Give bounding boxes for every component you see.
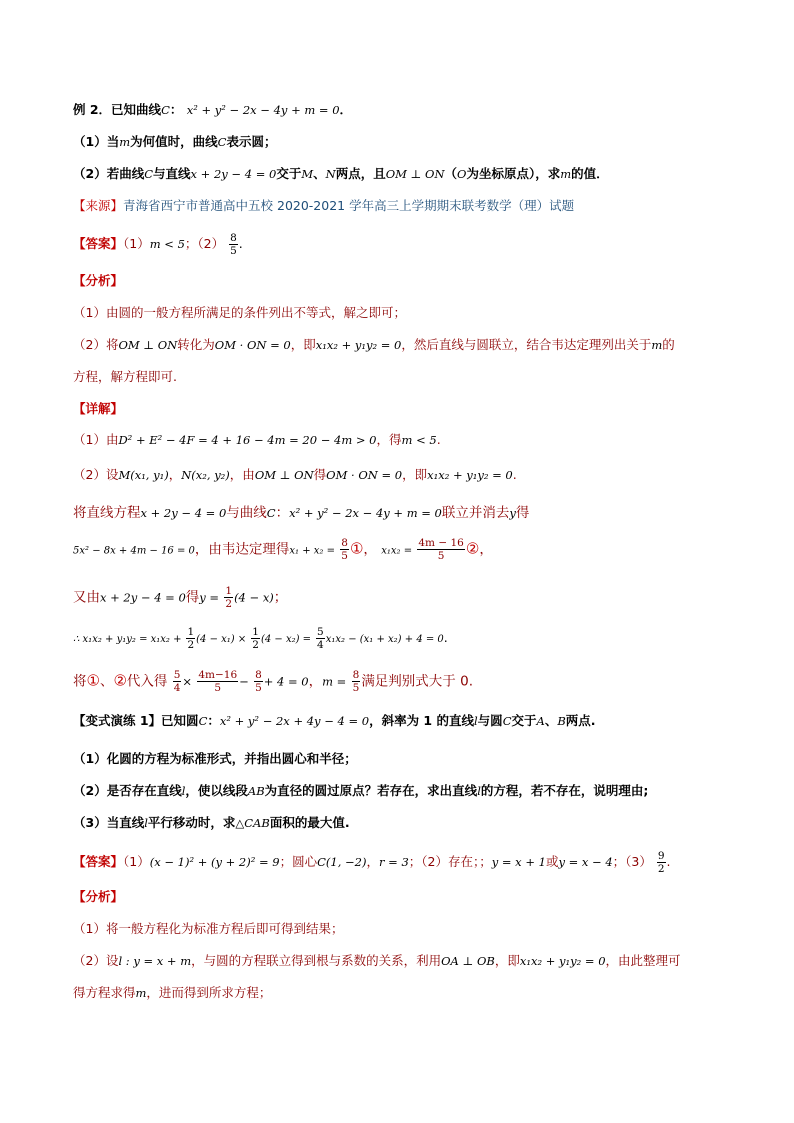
- variant-analysis-3: 得方程求得m，进而得到所求方程；: [73, 985, 272, 1000]
- source-line: 【来源】青海省西宁市普通高中五校 2020-2021 学年高三上学期期末联考数学（理）试题: [73, 198, 575, 213]
- analysis-3: 方程，解方程即可.: [73, 369, 177, 384]
- analysis-1: （1）由圆的一般方程所满足的条件列出不等式，解之即可；: [73, 305, 406, 320]
- detail-1: （1）由D² + E² − 4F = 4 + 16 − 4m = 20 − 4m > 0，得m < 5.: [73, 432, 441, 447]
- detail-label: 【详解】: [73, 401, 124, 416]
- product-fraction: $\frac{4m - 16}{5}$: [418, 537, 464, 562]
- answer-line: 【答案】（1）m < 5；（2） $\frac{8}{5}$ .: [73, 232, 243, 257]
- variant-analysis-1: （1）将一般方程化为标准方程后即可得到结果；: [73, 921, 344, 936]
- sum-fraction: $\frac{8}{5}$: [341, 537, 348, 562]
- detail-2: （2）设M(x₁, y₁)，N(x₂, y₂)，由OM ⊥ ON得OM · ON = 0，即x₁x₂ + y₁y₂ = 0.: [73, 467, 517, 482]
- question-2: （2）若曲线C与直线x + 2y − 4 = 0交于M、N两点，且OM ⊥ ON（O为坐标原点），求m的值．: [73, 166, 609, 181]
- variant-analysis-2: （2）设l : y = x + m，与圆的方程联立得到根与系数的关系，利用OA ⊥ OB，即x₁x₂ + y₁y₂ = 0，由此整理可: [73, 953, 681, 968]
- variant-q2: （2）是否存在直线l，使以线段AB为直径的圆过原点？若存在，求出直线l的方程，若不存在，说明理由;: [73, 783, 649, 798]
- detail-7: 将①、②代入得 $\frac{5}{4}$ × $\frac{4m-16}{5}$ − $\frac{8}{5}$ + 4 = 0，m = $\frac{8}{5}$ 满足判别式大于 0.: [73, 669, 473, 694]
- variant-q1: （1）化圆的方程为标准形式，并指出圆心和半径；: [73, 751, 357, 766]
- detail-5: 又由x + 2y − 4 = 0得y = $\frac{1}{2}$ (4 − x)；: [73, 585, 288, 610]
- half-fraction: $\frac{1}{2}$: [225, 585, 233, 610]
- detail-4: 5x² − 8x + 4m − 16 = 0，由韦达定理得x₁ + x₂ = $\frac{8}{5}$ ①， x₁x₂ = $\frac{4m - 16}{5}$ ②，: [73, 537, 493, 562]
- example-2-title: 例 2．已知曲线C： x² + y² − 2x − 4y + m = 0．: [73, 102, 353, 117]
- variant-answer: 【答案】（1）(x − 1)² + (y + 2)² = 9；圆心C(1, −2)，r = 3；（2）存在；；y = x + 1或y = x − 4；（3） $\frac{9}{2}$ .: [73, 850, 671, 875]
- variant-analysis-label: 【分析】: [73, 889, 124, 904]
- analysis-label: 【分析】: [73, 273, 124, 288]
- variant-title: 【变式演练 1】已知圆C：x² + y² − 2x + 4y − 4 = 0，斜率为 1 的直线l与圆C交于A、B两点.: [73, 713, 596, 728]
- detail-6: ∴ x₁x₂ + y₁y₂ = x₁x₂ + $\frac{1}{2}$ (4 − x₁) × $\frac{1}{2}$ (4 − x₂) = $\frac{5}{4}$ x₁x₂ − (x₁ + x₂) + 4 = 0.: [73, 626, 448, 651]
- answer-fraction: $\frac{8}{5}$: [230, 232, 237, 257]
- question-1: （1）当m为何值时，曲线C表示圆；: [73, 134, 277, 149]
- analysis-2: （2）将OM ⊥ ON转化为OM · ON = 0，即x₁x₂ + y₁y₂ = 0，然后直线与圆联立，结合韦达定理列出关于m的: [73, 337, 675, 352]
- detail-3: 将直线方程x + 2y − 4 = 0与曲线C：x² + y² − 2x − 4y + m = 0联立并消去y得: [73, 505, 530, 521]
- variant-q3: （3）当直线l平行移动时，求△CAB面积的最大值.: [73, 815, 350, 830]
